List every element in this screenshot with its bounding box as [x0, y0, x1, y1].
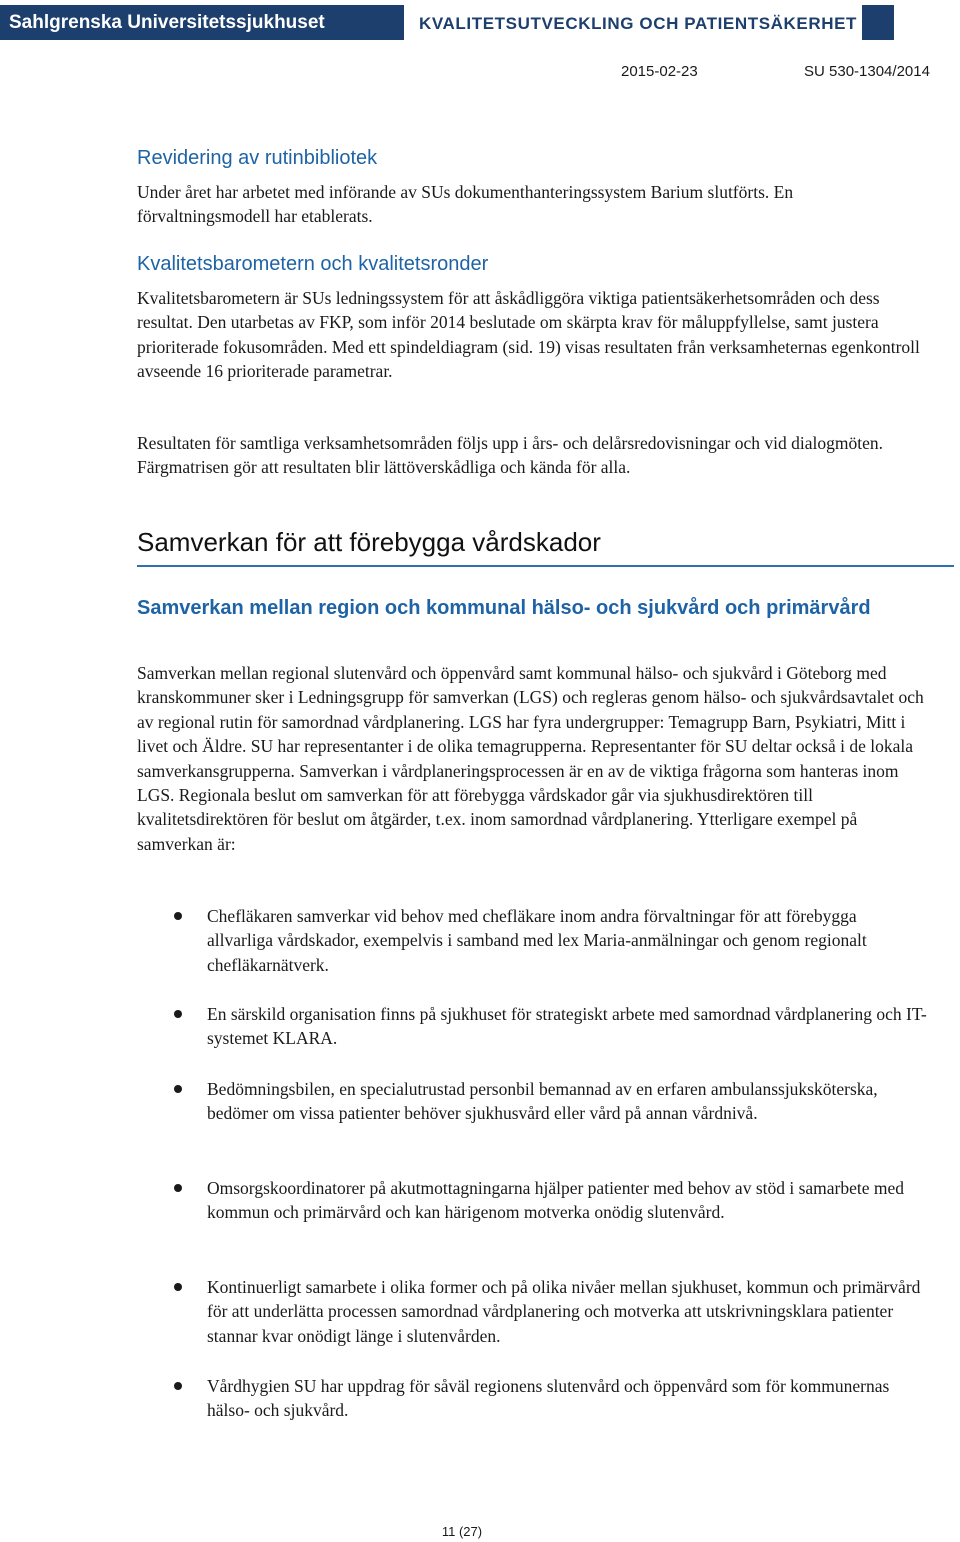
- list-item-text: Bedömningsbilen, en specialutrustad personbil bemannad av en erfaren ambulanssjuksköterska, bedömer om vissa patienter behöver sjukhusvård eller vård på annan vårdnivå.: [207, 1079, 878, 1124]
- document-id: SU 530-1304/2014: [804, 63, 930, 80]
- heading-underline: [137, 565, 954, 567]
- list-item-text: En särskild organisation finns på sjukhuset för strategiskt arbete med samordnad vårdplanering och IT-systemet KLARA.: [207, 1004, 927, 1049]
- paragraph-rutinbibliotek: Under året har arbetet med införande av SUs dokumenthanteringssystem Barium slutförts. En förvaltningsmodell har etablerats.: [137, 182, 794, 227]
- bullet-icon: [174, 1010, 182, 1018]
- paragraph-samverkan: Samverkan mellan regional slutenvård och öppenvård samt kommunal hälso- och sjukvård i Göteborg med kranskommuner sker i Ledningsgrupp för samverkan (LGS) och regleras genom hälso- och sjukvårdsavtalet och av regional rutin för samordnad vårdplanering. LGS har fyra undergrupper: Temagrupp Barn, Psykiatri, Mitt i livet och Äldre. SU har representanter i de olika temagrupperna. Representanter för SU deltar också i de lokala samverkansgrupperna. Samverkan i vårdplaneringsprocessen är en av de viktiga frågorna som hanteras inom LGS. Regionala beslut om samverkan för att förebygga vårdskador går via sjukhusdirektören till kvalitetsdirektören för beslut om åtgärder, t.ex. inom samordnad vårdplanering. Ytterligare exempel på samverkan är:: [137, 663, 924, 854]
- list-item-text: Chefläkaren samverkar vid behov med chefläkare inom andra förvaltningar för att förebygga allvarliga vårdskador, exempelvis i samband med lex Maria-anmälningar och genom regionalt chefläkarnätverk.: [207, 906, 867, 975]
- header-square-decoration: [862, 5, 894, 40]
- bullet-icon: [174, 1382, 182, 1390]
- heading-samverkan: Samverkan för att förebygga vårdskador: [137, 527, 601, 557]
- subheading-samverkan-region: Samverkan mellan region och kommunal hälso- och sjukvård och primärvård: [137, 597, 871, 619]
- bullet-icon: [174, 912, 182, 920]
- heading-kvalitetsbarometern: Kvalitetsbarometern och kvalitetsronder: [137, 253, 489, 275]
- department-name: KVALITETSUTVECKLING OCH PATIENTSÄKERHET: [406, 5, 858, 40]
- bullet-icon: [174, 1283, 182, 1291]
- paragraph-kvalitetsbarometern-1: Kvalitetsbarometern är SUs ledningssystem för att åskådliggöra viktiga patientsäkerhetsområden och dess resultat. Den utarbetas av FKP, som inför 2014 beslutade om skärpta krav för måluppfyllelse, samt justera prioriterade fokusområden. Med ett spindeldiagram (sid. 19) visas resultaten från verksamheternas egenkontroll avseende 16 prioriterade parametrar.: [137, 288, 920, 382]
- list-item-text: Vårdhygien SU har uppdrag för såväl regionens slutenvård och öppenvård som för kommunernas hälso- och sjukvård.: [207, 1376, 890, 1421]
- organization-name: Sahlgrenska Universitetssjukhuset: [0, 5, 404, 40]
- heading-rutinbibliotek: Revidering av rutinbibliotek: [137, 147, 378, 169]
- document-date: 2015-02-23: [621, 63, 698, 80]
- bullet-icon: [174, 1085, 182, 1093]
- list-item-text: Kontinuerligt samarbete i olika former och på olika nivåer mellan sjukhuset, kommun och primärvård för att underlätta processen samordnad vårdplanering och motverka att utskrivningsklara patienter stannar kvar onödigt länge i slutenvården.: [207, 1277, 921, 1346]
- list-item-text: Omsorgskoordinatorer på akutmottagningarna hjälper patienter med behov av stöd i samarbete med kommun och primärvård och kan härigenom motverka onödig slutenvård.: [207, 1178, 905, 1223]
- bullet-icon: [174, 1184, 182, 1192]
- document-header: [0, 5, 960, 40]
- paragraph-kvalitetsbarometern-2: Resultaten för samtliga verksamhetsområden följs upp i års- och delårsredovisningar och vid dialogmöten. Färgmatrisen gör att resultaten blir lättöverskådliga och kända för alla.: [137, 433, 883, 478]
- page-number: 11 (27): [441, 1524, 483, 1539]
